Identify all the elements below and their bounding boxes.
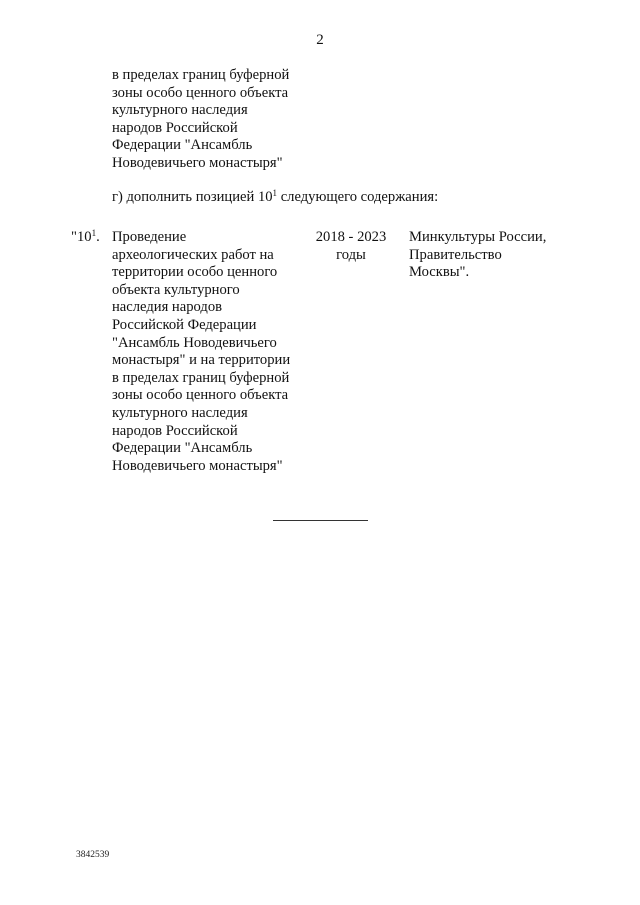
instruction-text-end: следующего содержания: bbox=[277, 189, 439, 205]
text-line: наследия народов bbox=[112, 299, 223, 316]
text-line: зоны особо ценного объекта bbox=[112, 84, 289, 101]
text-line: в пределах границ буферной bbox=[112, 369, 290, 386]
position-number-prefix: "10 bbox=[71, 229, 92, 245]
intro-continuation-text bbox=[112, 67, 289, 173]
position-description bbox=[112, 229, 290, 475]
text-line: зоны особо ценного объекта bbox=[112, 387, 289, 404]
position-number-superscript: 1 bbox=[91, 228, 97, 238]
text-line: народов Российской bbox=[112, 422, 238, 439]
text-line: "Ансамбль Новодевичьего bbox=[112, 334, 277, 351]
years-label: годы bbox=[336, 246, 366, 263]
years-range: 2018 - 2023 bbox=[315, 229, 387, 245]
position-number-suffix: . bbox=[96, 229, 100, 245]
page-number: 2 bbox=[316, 32, 324, 48]
text-line: в пределах границ буферной bbox=[112, 67, 290, 83]
text-line: культурного наследия bbox=[112, 404, 248, 421]
end-separator-line bbox=[273, 520, 368, 521]
text-line: Правительство bbox=[409, 246, 502, 263]
instruction-superscript: 1 bbox=[272, 188, 278, 198]
text-line: Федерации "Ансамбль bbox=[112, 440, 253, 457]
text-line: Новодевичьего монастыря" bbox=[112, 154, 283, 171]
text-line: объекта культурного bbox=[112, 281, 240, 298]
text-line: народов Российской bbox=[112, 119, 238, 136]
text-line: Российской Федерации bbox=[112, 316, 257, 333]
text-line: Новодевичьего монастыря" bbox=[112, 457, 283, 474]
text-line: культурного наследия bbox=[112, 102, 248, 119]
position-responsible bbox=[409, 229, 546, 282]
document-code: 3842539 bbox=[76, 850, 110, 860]
position-number bbox=[71, 229, 100, 247]
text-line: Минкультуры России, bbox=[409, 229, 547, 245]
text-line: территории особо ценного bbox=[112, 264, 278, 281]
instruction-text: г) дополнить позицией 10 bbox=[112, 189, 273, 205]
text-line: Федерации "Ансамбль bbox=[112, 137, 253, 154]
text-line: Москвы". bbox=[409, 264, 470, 281]
text-line: археологических работ на bbox=[112, 246, 274, 263]
position-years bbox=[296, 229, 406, 264]
text-line: Проведение bbox=[112, 229, 187, 245]
amendment-instruction bbox=[112, 189, 438, 207]
text-line: монастыря" и на территории bbox=[112, 352, 291, 369]
